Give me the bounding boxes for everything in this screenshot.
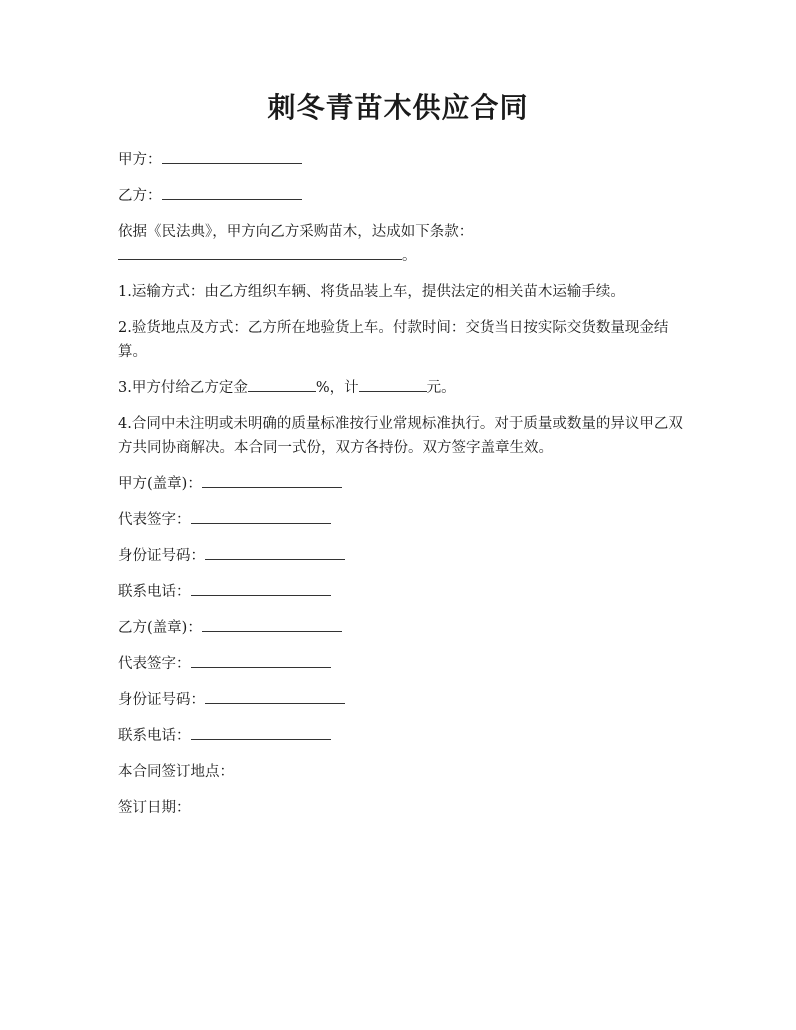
- party-b-id-label: 身份证号码：: [118, 692, 205, 708]
- clause-3-end: 元。: [426, 380, 456, 396]
- party-a-seal-blank[interactable]: [202, 473, 342, 488]
- party-b-phone-label: 联系电话：: [118, 728, 191, 744]
- clause-2: 2.验货地点及方式：乙方所在地验货上车。付款时间：交货当日按实际交货数量现金结算。: [118, 320, 669, 360]
- party-a-seal-label: 甲方(盖章)：: [118, 476, 202, 492]
- party-a-seal-line: [118, 472, 684, 496]
- party-b-phone-line: [118, 724, 684, 748]
- party-b-phone-blank[interactable]: [191, 725, 331, 740]
- party-b-id-line: [118, 688, 684, 712]
- deposit-percent-blank[interactable]: [248, 377, 316, 392]
- clause-3-text: 3.甲方付给乙方定金: [118, 380, 248, 396]
- party-b-line: [118, 184, 684, 208]
- party-a-rep-blank[interactable]: [191, 509, 331, 524]
- clause-3: [118, 376, 684, 400]
- party-b-rep-label: 代表签字：: [118, 656, 191, 672]
- party-a-line: [118, 148, 684, 172]
- party-b-seal-line: [118, 616, 684, 640]
- clause-1: 1.运输方式：由乙方组织车辆、将货品装上车，提供法定的相关苗木运输手续。: [118, 284, 625, 300]
- clause-4: 4.合同中未注明或未明确的质量标准按行业常规标准执行。对于质量或数量的异议甲乙双方共同协商解决。本合同一式份，双方各持份。双方签字盖章生效。: [118, 416, 683, 456]
- party-b-seal-blank[interactable]: [202, 617, 342, 632]
- party-b-rep-line: [118, 652, 684, 676]
- sign-place-line: 本合同签订地点：: [118, 764, 234, 780]
- party-a-id-blank[interactable]: [205, 545, 345, 560]
- party-a-rep-line: [118, 508, 684, 532]
- intro-text: 依据《民法典》，甲方向乙方采购苗木，达成如下条款：: [118, 224, 474, 240]
- party-b-rep-blank[interactable]: [191, 653, 331, 668]
- party-a-phone-blank[interactable]: [191, 581, 331, 596]
- party-a-phone-label: 联系电话：: [118, 584, 191, 600]
- party-a-id-label: 身份证号码：: [118, 548, 205, 564]
- party-b-label: 乙方：: [118, 188, 162, 204]
- party-a-rep-label: 代表签字：: [118, 512, 191, 528]
- intro-blank[interactable]: [118, 245, 402, 260]
- sign-date-line: 签订日期：: [118, 800, 191, 816]
- party-a-label: 甲方：: [118, 152, 162, 168]
- party-b-id-blank[interactable]: [205, 689, 345, 704]
- intro-end: 。: [402, 248, 417, 264]
- document-title: 刺冬青苗木供应合同: [267, 91, 529, 124]
- clause-3-mid: %，计: [315, 380, 359, 396]
- party-b-blank[interactable]: [162, 185, 302, 200]
- party-a-phone-line: [118, 580, 684, 604]
- party-b-seal-label: 乙方(盖章)：: [118, 620, 202, 636]
- party-a-id-line: [118, 544, 684, 568]
- party-a-blank[interactable]: [162, 149, 302, 164]
- intro-paragraph: [118, 220, 684, 268]
- contract-body: [118, 148, 684, 832]
- deposit-amount-blank[interactable]: [359, 377, 427, 392]
